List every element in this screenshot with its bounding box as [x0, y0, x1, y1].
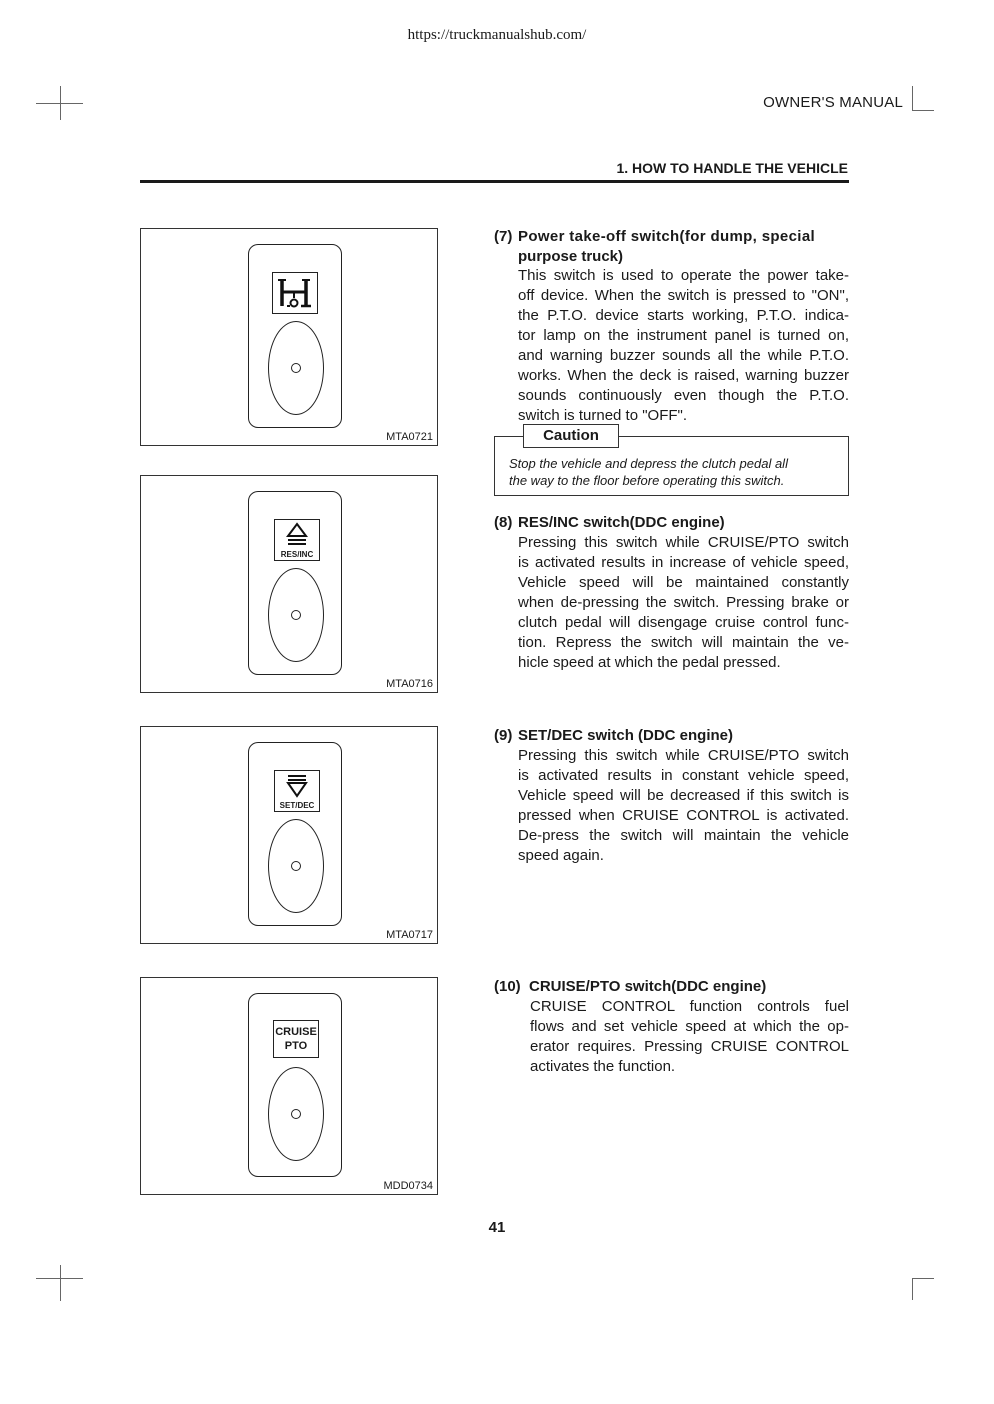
- switch-body: [248, 491, 342, 675]
- text-line: erator requires. Pressing CRUISE CONTROL: [530, 1038, 849, 1055]
- res-inc-icon: [274, 519, 320, 561]
- switch-button: [268, 819, 324, 913]
- caution-text: [509, 455, 839, 489]
- figure-code: MTA0717: [386, 929, 433, 941]
- section-title: 1. HOW TO HANDLE THE VEHICLE: [616, 160, 848, 176]
- text-line: tion. Repress the switch will maintain the ve-: [518, 634, 849, 651]
- text-line: De-press the switch will maintain the vehicle: [518, 827, 849, 844]
- figure-code: MTA0716: [386, 678, 433, 690]
- switch-button: [268, 321, 324, 415]
- item-8-heading: [494, 513, 849, 533]
- text-line: Pressing this switch while CRUISE/PTO switch: [518, 534, 849, 551]
- figure-set-dec-switch: [140, 726, 438, 944]
- crop-mark: [912, 1278, 934, 1279]
- text-line: Vehicle speed will be decreased if this switch is: [518, 787, 849, 804]
- caution-line: the way to the floor before operating this switch.: [509, 473, 785, 488]
- cruise-pto-label: [273, 1020, 319, 1058]
- caution-line: Stop the vehicle and depress the clutch pedal all: [509, 456, 788, 471]
- source-url: https://truckmanualshub.com/: [407, 27, 587, 43]
- cruise-label-line2: PTO: [284, 1040, 308, 1052]
- pto-icon: [272, 272, 318, 314]
- switch-body: [248, 244, 342, 428]
- text-line: Pressing this switch while CRUISE/PTO switch: [518, 747, 849, 764]
- figure-pto-switch: [140, 228, 438, 446]
- text-line: clutch pedal will disengage cruise control func-: [518, 614, 849, 631]
- crop-mark: [36, 103, 83, 104]
- text-line: CRUISE CONTROL function controls fuel: [530, 998, 849, 1015]
- switch-button: [268, 1067, 324, 1161]
- crop-mark: [912, 1278, 913, 1300]
- crop-mark: [36, 1278, 83, 1279]
- text-line: off device. When the switch is pressed to "ON",: [518, 287, 849, 304]
- text-line: This switch is used to operate the power take-: [518, 267, 849, 284]
- text-line: flows and set vehicle speed at which the op-: [530, 1018, 849, 1035]
- item-title-continued: purpose truck): [518, 248, 624, 265]
- crop-mark: [912, 110, 934, 111]
- text-line: switch is turned to "OFF".: [518, 407, 688, 424]
- item-number: (9): [494, 727, 513, 744]
- switch-indicator-dot: [291, 363, 301, 373]
- caution-label: Caution: [523, 424, 619, 448]
- text-line: Vehicle speed will be maintained constantly: [518, 574, 849, 591]
- item-number: (10): [494, 978, 521, 995]
- switch-indicator-dot: [291, 610, 301, 620]
- text-line: is activated results in constant vehicle speed,: [518, 767, 849, 784]
- text-line: works. When the deck is raised, warning buzzer: [518, 367, 849, 384]
- item-9-heading: [494, 726, 849, 746]
- crop-mark: [60, 1265, 61, 1301]
- res-inc-label: RES/INC: [280, 550, 314, 559]
- text-line: sounds continuously even though the P.T.O.: [518, 387, 849, 404]
- item-title: SET/DEC switch (DDC engine): [518, 727, 734, 744]
- switch-body: [248, 993, 342, 1177]
- item-8-body: [518, 533, 849, 673]
- item-number: (8): [494, 514, 513, 531]
- text-line: and warning buzzer sounds all the while P.T.O.: [518, 347, 849, 364]
- switch-indicator-dot: [291, 1109, 301, 1119]
- item-9-body: [518, 746, 849, 866]
- figure-code: MDD0734: [383, 1180, 433, 1192]
- figure-code: MTA0721: [386, 431, 433, 443]
- item-number: (7): [494, 228, 513, 245]
- set-dec-label: SET/DEC: [279, 801, 315, 810]
- text-line: speed again.: [518, 847, 604, 864]
- figure-cruise-pto-switch: [140, 977, 438, 1195]
- item-10-heading: [494, 977, 849, 997]
- figure-res-inc-switch: [140, 475, 438, 693]
- text-line: activates the function.: [530, 1058, 676, 1075]
- text-line: hicle speed at which the pedal pressed.: [518, 654, 781, 671]
- manual-title: OWNER'S MANUAL: [763, 94, 903, 111]
- switch-button: [268, 568, 324, 662]
- text-line: the P.T.O. device starts working, P.T.O. indica-: [518, 307, 849, 324]
- item-10-body: [530, 997, 849, 1077]
- set-dec-icon: [274, 770, 320, 812]
- header-rule: [140, 180, 849, 183]
- switch-indicator-dot: [291, 861, 301, 871]
- text-line: is activated results in increase of vehicle speed,: [518, 554, 849, 571]
- crop-mark: [912, 86, 913, 110]
- item-title: CRUISE/PTO switch(DDC engine): [529, 978, 767, 995]
- page-number: 41: [488, 1219, 506, 1236]
- item-7-heading: [494, 227, 849, 267]
- text-line: when de-pressing the switch. Pressing brake or: [518, 594, 849, 611]
- cruise-label-line1: CRUISE: [275, 1026, 317, 1038]
- switch-body: [248, 742, 342, 926]
- item-7-body: [518, 266, 849, 426]
- text-line: pressed when CRUISE CONTROL is activated.: [518, 807, 849, 824]
- text-line: tor lamp on the instrument panel is turned on,: [518, 327, 849, 344]
- item-title: RES/INC switch(DDC engine): [518, 514, 725, 531]
- item-title: Power take-off switch(for dump, special: [518, 228, 816, 245]
